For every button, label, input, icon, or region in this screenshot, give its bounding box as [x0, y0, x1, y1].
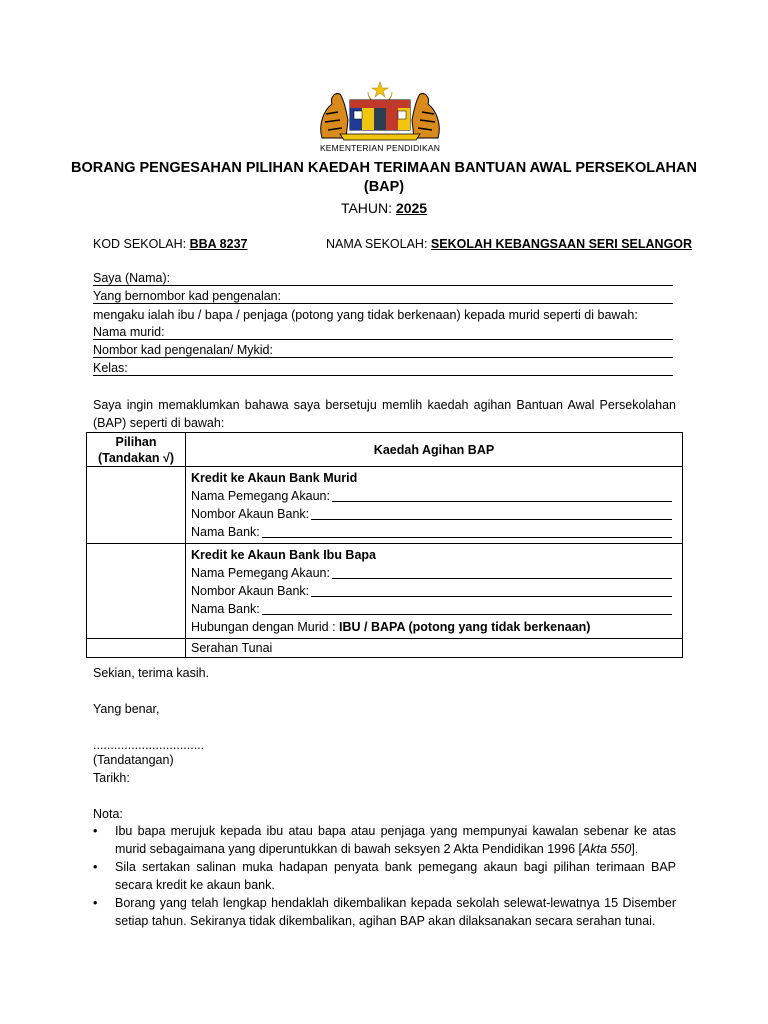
closing-thanks: Sekian, terima kasih. — [93, 666, 210, 680]
note-item: • Ibu bapa merujuk kepada ibu atau bapa atau penjaga yang mempunyai kawalan sebenar ke atas murid sebagaimana yang diperuntukkan di bawah seksyen 2 Akta Pendidikan 1996 [Akta 550]. — [93, 824, 676, 856]
class-label: Kelas: — [93, 361, 128, 375]
year-value: 2025 — [395, 200, 428, 216]
choice-header-line2: (Tandakan √) — [97, 451, 175, 465]
option1-account-label: Nombor Akaun Bank: — [191, 507, 310, 521]
name-field-label: Saya (Nama): — [93, 271, 171, 285]
school-name-value: SEKOLAH KEBANGSAAN SERI SELANGOR — [430, 237, 693, 251]
agreement-statement: Saya ingin memaklumkan bahawa saya bersetuju memlih kaedah agihan Bantuan Awal Persekolahan (BAP) seperti di bawah: — [93, 398, 676, 430]
ic-field-label: Yang bernombor kad pengenalan: — [93, 289, 282, 303]
option2-title: Kredit ke Akaun Bank Ibu Bapa — [191, 548, 376, 562]
student-name-field[interactable] — [93, 325, 673, 343]
choice-header-line1: Pilihan — [115, 435, 157, 449]
signature-label: (Tandatangan) — [93, 753, 174, 767]
form-year — [60, 200, 708, 216]
option2-checkbox-cell[interactable] — [87, 544, 186, 639]
method-column-header: Kaedah Agihan BAP — [186, 433, 683, 467]
ministry-name: KEMENTERIAN PENDIDIKAN — [319, 143, 441, 153]
note1-end: ]. — [631, 842, 639, 856]
option3-cell — [186, 639, 683, 658]
note1-text: Ibu bapa merujuk kepada ibu atau bapa atau penjaga yang mempunyai kawalan sebenar ke atas murid sebagaimana yang diperuntukkan di bawah seksyen 2 Akta Pendidikan 1996 [ — [115, 824, 676, 856]
option1-bank-field[interactable] — [191, 523, 677, 541]
option2-cell — [186, 544, 683, 639]
option2-bank-field[interactable] — [191, 600, 677, 618]
option2-relation-value: IBU / BAPA (potong yang tidak berkenaan) — [339, 620, 591, 634]
option1-cell — [186, 467, 683, 544]
school-name — [326, 237, 692, 251]
option1-title: Kredit ke Akaun Bank Murid — [191, 471, 358, 485]
option3-checkbox-cell[interactable] — [87, 639, 186, 658]
declaration-text: mengaku ialah ibu / bapa / penjaga (potong yang tidak berkenaan) kepada murid seperti di bawah: — [93, 308, 638, 322]
school-code-label: KOD SEKOLAH: — [93, 237, 187, 251]
school-code — [93, 237, 247, 251]
mykid-label: Nombor kad pengenalan/ Mykid: — [93, 343, 273, 357]
class-field[interactable] — [93, 361, 673, 379]
note-item: • Borang yang telah lengkap hendaklah dikembalikan kepada sekolah selewat-lewatnya 15 Disember setiap tahun. Sekiranya tidak dikembalikan, agihan BAP akan dilaksanakan secara serahan tunai. — [93, 896, 676, 928]
option1-checkbox-cell[interactable] — [87, 467, 186, 544]
choice-column-header — [87, 433, 186, 467]
ic-field[interactable] — [93, 289, 673, 307]
closing-regards: Yang benar, — [93, 702, 160, 716]
school-name-label: NAMA SEKOLAH: — [326, 237, 428, 251]
note3-text: Borang yang telah lengkap hendaklah dikembalikan kepada sekolah selewat-lewatnya 15 Disember setiap tahun. Sekiranya tidak dikembalikan, agihan BAP akan dilaksanakan secara serahan tunai. — [115, 896, 676, 928]
school-code-value: BBA 8237 — [189, 237, 248, 251]
note1-italic: Akta 550 — [581, 842, 632, 856]
student-name-label: Nama murid: — [93, 325, 165, 339]
form-title-abbrev: (BAP) — [363, 179, 405, 195]
option2-relation — [191, 618, 677, 636]
option2-account-label: Nombor Akaun Bank: — [191, 584, 310, 598]
option2-relation-label: Hubungan dengan Murid : — [191, 620, 336, 634]
option2-holder-label: Nama Pemegang Akaun: — [191, 566, 330, 580]
date-label: Tarikh: — [93, 771, 130, 785]
option2-account-field[interactable] — [191, 582, 677, 600]
coat-of-arms-logo — [310, 80, 450, 142]
signature-line[interactable]: ................................ — [93, 738, 205, 752]
note-item: • Sila sertakan salinan muka hadapan penyata bank pemegang akaun bagi pilihan terimaan BAP secara kredit ke akaun bank. — [93, 860, 676, 892]
option1-holder-label: Nama Pemegang Akaun: — [191, 489, 330, 503]
option2-holder-field[interactable] — [191, 564, 677, 582]
note2-text: Sila sertakan salinan muka hadapan penyata bank pemegang akaun bagi pilihan terimaan BAP secara kredit ke akaun bank. — [115, 860, 676, 892]
form-title: BORANG PENGESAHAN PILIHAN KAEDAH TERIMAAN BANTUAN AWAL PERSEKOLAHAN — [71, 160, 697, 176]
notes-heading: Nota: — [93, 807, 123, 821]
name-field[interactable] — [93, 271, 673, 289]
option2-bank-label: Nama Bank: — [191, 602, 260, 616]
option1-holder-field[interactable] — [191, 487, 677, 505]
mykid-field[interactable] — [93, 343, 673, 361]
option3-title: Serahan Tunai — [191, 641, 273, 655]
bap-method-table — [86, 432, 683, 658]
option1-account-field[interactable] — [191, 505, 677, 523]
option1-bank-label: Nama Bank: — [191, 525, 260, 539]
notes-list — [93, 822, 676, 930]
year-label: TAHUN: — [340, 200, 393, 216]
